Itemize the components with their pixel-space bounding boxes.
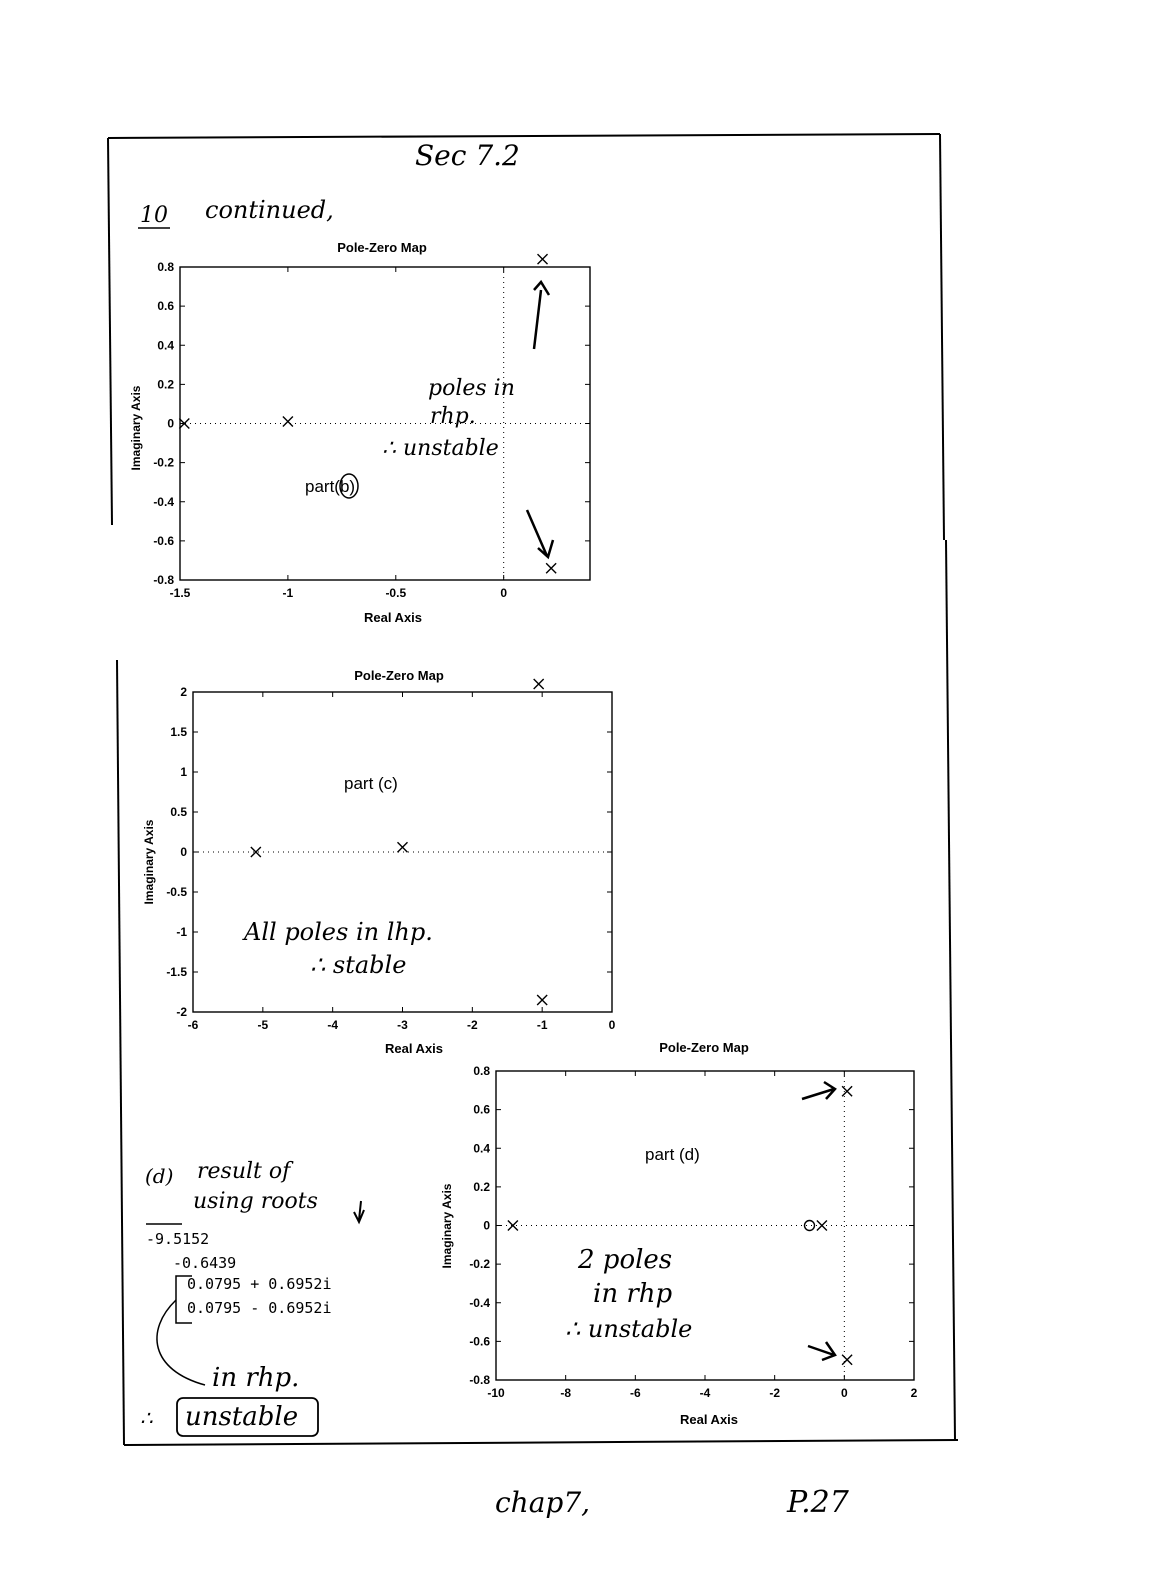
x-tick-label: -1.5 [169, 586, 191, 600]
y-tick-label: 0.4 [473, 1141, 490, 1156]
y-tick-label: -0.4 [153, 494, 174, 509]
annotation-line-2: in rhp [593, 1279, 673, 1309]
y-tick-label: -0.8 [469, 1373, 490, 1387]
y-tick-label: -0.6 [153, 533, 174, 548]
y-tick-label: 0.5 [170, 805, 187, 819]
plot-title: Pole-Zero Map [354, 668, 444, 683]
x-tick-label: -4 [327, 1018, 339, 1032]
x-tick-label: -5 [257, 1018, 269, 1032]
pole-marker [537, 995, 547, 1005]
pole-marker [538, 254, 548, 264]
continued-note: continued, [205, 196, 334, 224]
x-tick-label: -10 [487, 1386, 505, 1400]
annotation-line-2: ∴ stable [310, 951, 407, 979]
part-label: part (d) [645, 1145, 700, 1164]
y-axis-label: Imaginary Axis [142, 819, 156, 905]
x-tick-label: 0 [840, 1386, 848, 1400]
roots-heading-line-1: result of [197, 1159, 291, 1184]
root-value: 0.0795 - 0.6952i [187, 1299, 332, 1317]
x-tick-label: -2 [466, 1018, 478, 1032]
footer-chapter: chap7, [495, 1486, 591, 1519]
footer-page: P.27 [787, 1485, 849, 1520]
y-tick-label: 0 [167, 416, 174, 431]
x-tick-label: -3 [397, 1018, 408, 1032]
y-tick-label: 2 [180, 685, 187, 699]
pole-zero-plot-part-b [129, 240, 590, 625]
x-tick-label: -2 [769, 1386, 781, 1400]
y-tick-label: 0.8 [157, 260, 174, 274]
pole-marker [251, 847, 261, 857]
y-tick-label: -1 [176, 925, 187, 939]
x-tick-label: -1 [282, 586, 294, 600]
annotation-line-3: ∴ unstable [382, 436, 499, 461]
y-axis-label: Imaginary Axis [440, 1183, 454, 1269]
pole-zero-plot-part-d [440, 1040, 918, 1427]
x-tick-label: 0 [500, 586, 508, 600]
pole-marker [842, 1086, 852, 1096]
x-axis-label: Real Axis [384, 1041, 444, 1056]
y-tick-label: -0.5 [166, 885, 187, 899]
arrow-to-upper-pole [802, 1082, 835, 1099]
y-tick-label: 1 [180, 765, 187, 779]
root-value: 0.0795 + 0.6952i [187, 1275, 332, 1293]
arrow-down [527, 510, 553, 557]
y-axis-label: Imaginary Axis [129, 385, 143, 471]
x-tick-label: 0 [608, 1018, 616, 1032]
y-tick-label: -0.2 [469, 1257, 490, 1272]
arrow-to-lower-pole [808, 1342, 835, 1360]
y-tick-label: 0 [180, 845, 187, 859]
x-tick-label: -4 [699, 1386, 711, 1400]
pole-marker [817, 1221, 827, 1231]
x-tick-label: -8 [560, 1386, 572, 1400]
y-tick-label: -1.5 [166, 965, 187, 979]
pole-marker [283, 417, 293, 427]
roots-section [140, 1159, 364, 1436]
section-heading: Sec 7.2 [415, 139, 520, 172]
y-tick-label: -0.4 [469, 1295, 490, 1310]
y-tick-label: 0 [483, 1218, 490, 1233]
y-tick-label: 0.4 [157, 338, 174, 353]
x-axis-label: Real Axis [679, 1412, 739, 1427]
root-value: -9.5152 [146, 1230, 210, 1248]
y-tick-label: -0.2 [153, 455, 174, 470]
annotation-line-2: rhp. [430, 404, 476, 429]
y-tick-label: 0.8 [473, 1064, 490, 1078]
pole-marker [546, 563, 556, 573]
roots-heading-line-2: using roots [193, 1189, 318, 1214]
y-tick-label: 0.2 [157, 377, 174, 392]
x-axis-label: Real Axis [363, 610, 423, 625]
part-label: part (c) [344, 774, 398, 793]
pole-zero-plot-part-c [142, 668, 616, 1056]
problem-number: 10 [140, 203, 168, 228]
annotation-line-3: ∴ unstable [565, 1315, 693, 1343]
y-tick-label: 0.6 [157, 299, 174, 314]
roots-arrow [354, 1201, 364, 1222]
plot-title: Pole-Zero Map [659, 1040, 749, 1055]
root-value: -0.6439 [173, 1254, 237, 1272]
x-tick-label: -0.5 [385, 586, 407, 600]
annotation-line-1: All poles in lhp. [244, 918, 433, 946]
x-tick-label: -6 [629, 1386, 641, 1400]
x-tick-label: -6 [187, 1018, 199, 1032]
pole-marker [398, 842, 408, 852]
annotation-line-1: 2 poles [578, 1245, 673, 1275]
plot-title: Pole-Zero Map [337, 240, 427, 255]
rhp-annotation: in rhp. [212, 1363, 300, 1393]
arrow-up [534, 282, 549, 349]
y-tick-label: 0.2 [473, 1179, 490, 1194]
y-tick-label: -0.8 [153, 573, 174, 587]
x-tick-label: 2 [910, 1386, 918, 1400]
x-tick-label: -1 [536, 1018, 548, 1032]
annotation-line-1: poles in [428, 376, 515, 401]
y-tick-label: -0.6 [469, 1334, 490, 1349]
roots-heading-label: (d) [145, 1164, 174, 1188]
conclusion-text: unstable [185, 1402, 299, 1432]
pole-marker [842, 1355, 852, 1365]
pole-marker [534, 679, 544, 689]
y-tick-label: 0.6 [473, 1102, 490, 1117]
y-tick-label: 1.5 [170, 725, 187, 739]
page-frame [108, 134, 958, 1445]
y-tick-label: -2 [176, 1005, 187, 1019]
conclusion-therefore: ∴ [140, 1406, 153, 1430]
part-label: part(b) [305, 477, 356, 496]
